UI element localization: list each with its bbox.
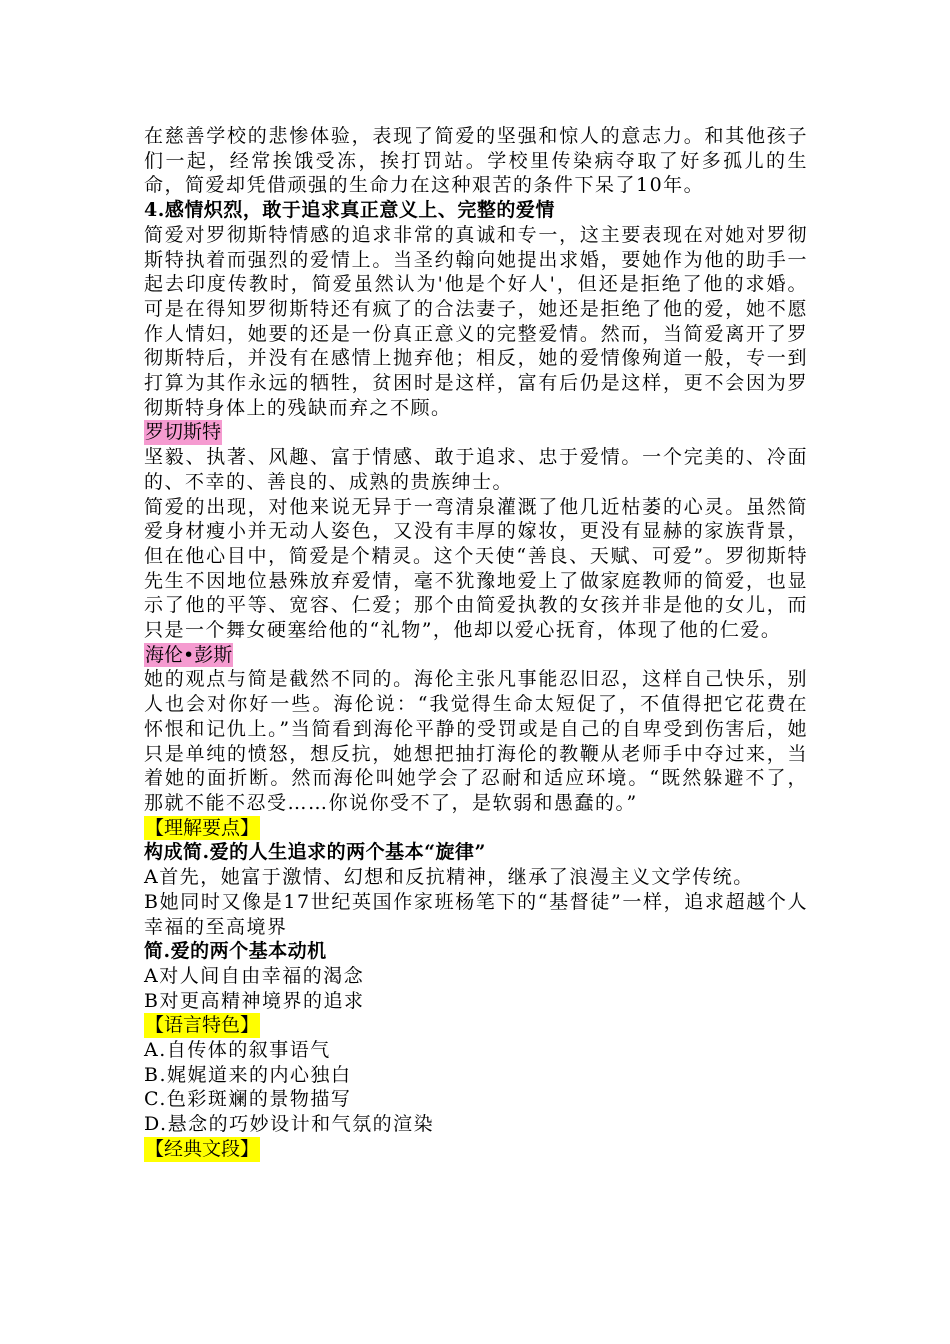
rochester-label-line (144, 420, 808, 445)
lang-c: C.色彩斑斓的景物描写 (144, 1088, 352, 1111)
motive-b: B对更高精神境界的追求 (144, 989, 365, 1012)
lang-d: D.悬念的巧妙设计和气氛的渲染 (144, 1113, 435, 1136)
lang-b: B.娓娓道来的内心独白 (144, 1063, 352, 1086)
heading-melody: 构成简.爱的人生追求的两个基本“旋律” (144, 841, 486, 864)
helen-label: 海伦•彭斯 (145, 643, 233, 666)
melody-b: B她同时又像是17世纪英国作家班杨笔下的“基督徒”一样，追求超越个人幸福的至高境界 (144, 890, 808, 938)
helen-label-line (144, 643, 808, 668)
paragraph-love: 简爱对罗彻斯特情感的追求非常的真诚和专一，这主要表现在对她对罗彻斯特执着而强烈的爱情上。当圣约翰向她提出求婚，要她作为他的助手一起去印度传教时，简爱虽然认为'他是个好人'，但还是拒绝了他的求婚。可是在得知罗彻斯特还有疯了的合法妻子，她还是拒绝了他的爱，她不愿作人情妇，她要的还是一份真正意义的完整爱情。然而，当简爱离开了罗彻斯特后，并没有在感情上抛弃他；相反，她的爱情像殉道一般，专一到打算为其作永远的牺牲，贫困时是这样，富有后仍是这样，更不会因为罗彻斯特身体上的残缺而弃之不顾。 (144, 223, 808, 419)
paragraph-school: 在慈善学校的悲惨体验，表现了简爱的坚强和惊人的意志力。和其他孩子们一起，经常挨饿受冻，挨打罚站。学校里传染病夺取了好多孤儿的生命，简爱却凭借顽强的生命力在这种艰苦的条件下呆了10年。 (144, 125, 808, 197)
motive-a: A对人间自由幸福的渴念 (144, 964, 365, 987)
heading-love-pursuit: 4.感情炽烈，敢于追求真正意义上、完整的爱情 (144, 199, 555, 222)
rochester-label: 罗切斯特 (145, 421, 222, 444)
paragraph-helen: 她的观点与简是截然不同的。海伦主张凡事能忍旧忍，这样自己快乐，别人也会对你好一些。海伦说：“我觉得生命太短促了，不值得把它花费在怀恨和记仇上。”当简看到海伦平静的受罚或是自己的自卑受到伤害后，她只是单纯的愤怒，想反抗，她想把抽打海伦的教鞭从老师手中夺过来，当着她的面折断。然而海伦叫她学会了忍耐和适应环境。“既然躲避不了，那就不能不忍受……你说你受不了，是软弱和愚蠢的。” (144, 668, 808, 814)
lang-label-line (144, 1013, 808, 1038)
document-page (144, 124, 808, 1162)
heading-motive: 简.爱的两个基本动机 (144, 940, 327, 963)
understand-label: 【理解要点】 (145, 816, 260, 839)
paragraph-rochester-jane: 简爱的出现，对他来说无异于一弯清泉灌溉了他几近枯萎的心灵。虽然简爱身材瘦小并无动人姿色，又没有丰厚的嫁妆，更没有显赫的家族背景，但在他心目中，简爱是个精灵。这个天使“善良、天赋、可爱”。罗彻斯特先生不因地位悬殊放弃爱情，毫不犹豫地爱上了做家庭教师的简爱，也显示了他的平等、宽容、仁爱；那个由简爱执教的女孩并非是他的女儿，而只是一个舞女硬塞给他的“礼物”，他却以爱心抚育，体现了他的仁爱。 (144, 495, 808, 642)
understand-label-line (144, 816, 808, 841)
classic-label: 【经典文段】 (145, 1137, 260, 1160)
paragraph-rochester-traits: 坚毅、执著、风趣、富于情感、敢于追求、忠于爱情。一个完美的、冷面的、不幸的、善良的、成熟的贵族绅士。 (144, 446, 808, 493)
lang-label: 【语言特色】 (145, 1014, 260, 1037)
classic-label-line (144, 1137, 808, 1162)
lang-a: A.自传体的叙事语气 (144, 1039, 331, 1062)
melody-a: A首先，她富于激情、幻想和反抗精神，继承了浪漫主义文学传统。 (144, 866, 754, 889)
